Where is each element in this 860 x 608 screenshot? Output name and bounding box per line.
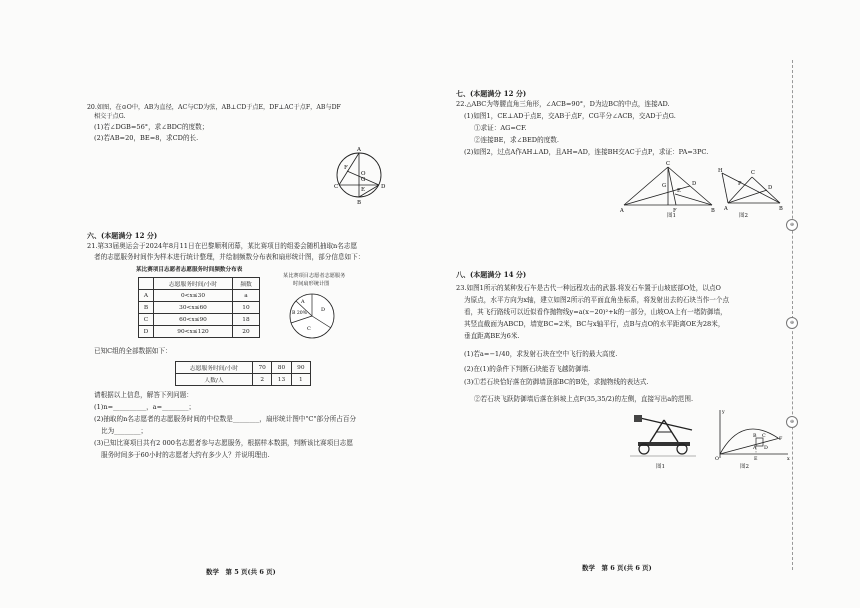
table-cell: 70 [253,362,272,374]
fig1-label-a: A [620,208,624,214]
binding-line [792,60,793,570]
fig1-label-g: G [662,183,667,189]
label-c: C [334,184,339,190]
section-7-title: 七、(本题满分 12 分) [456,89,527,98]
q23-fig1-caption: 图1 [656,464,665,470]
table-cell: 90 [291,362,310,374]
pie-label-c: C [307,326,311,332]
table-cell: 志愿服务时间/小时 [176,362,253,374]
table-cell: 18 [233,314,260,326]
c-group-table [175,361,311,386]
projectile-coordinate-figure [712,408,792,463]
pie-title-line1: 某比赛项目志愿者志愿服务 [283,273,346,279]
section-8-title: 八、(本题满分 14 分) [456,270,527,279]
table-row [176,362,311,374]
fig1-label-b: B [711,208,715,214]
page-footer-left: 数学 第 5 页(共 6 页) [206,568,276,576]
fig1-label-f: F [673,208,677,214]
table-cell: 1 [291,374,310,386]
label-y: y [722,410,725,415]
q22-line1: 22.△ABC为等腰直角三角形，∠ACB=90°，D为边BC的中点，连接AD. [456,100,670,108]
table-cell: 20 [233,326,260,338]
label-o: O [715,457,719,462]
q22-figure-1 [620,161,720,216]
label-b: B [357,200,362,206]
q22-fig2-caption: 图2 [739,213,748,219]
q21-part3b: 服务时间多于60小时的志愿者大约有多少人？并说明理由. [101,451,270,459]
fig1-label-e: E [677,188,681,194]
freq-table-title: 某比赛项目志愿者志愿服务时间频数分布表 [136,267,243,273]
q22-part1b: ②连接BE，求∠BED的度数. [474,136,559,144]
table-row [176,374,311,386]
fig1-label-c: C [666,161,670,167]
pie-label-d: D [321,307,326,313]
catapult-figure [630,412,700,462]
pie-label-b: B 20% [292,311,308,316]
label-x: x [787,457,790,462]
label-e: E [754,457,758,462]
q20-stem2: 相交于点G. [94,113,126,120]
table-cell: 80 [272,362,291,374]
fig2-label-a: A [724,206,728,212]
question-intro: 请根据以上信息，解答下列问题： [94,391,193,399]
label-a: A [357,147,361,153]
label-b: B [753,434,757,439]
binding-hole-icon: ⊕ [786,219,798,231]
c-group-intro: 已知C组的全部数据如下： [94,347,172,355]
table-row [139,302,260,314]
q20-part1: (1)若∠DGB=56°，求∠BDC的度数； [94,123,209,131]
fig2-label-d: D [768,185,773,191]
table-cell: 13 [272,374,291,386]
q23-line3: 看，其飞行路线可以近似看作抛物线y=a(x−20)²+k的一部分，山坡OA上有一堵防御墙， [464,308,727,316]
table-cell: 30<x≤60 [154,302,233,314]
table-cell: C [139,314,154,326]
q23-fig2-caption: 图2 [740,464,749,470]
label-c: C [762,434,766,439]
q22-figure-2 [718,163,792,218]
label-f: F [779,437,783,442]
table-head-cell [139,278,154,290]
q23-line4: 其竖直截面为ABCD，墙宽BC=2米，BC与x轴平行，点B与点O的水平距离OE为28米， [464,320,725,328]
q21-line2: 者的志愿服务时间作为样本进行统计整理，并绘制频数分布表和扇形统计图，部分信息如下： [94,253,365,261]
label-g: G [361,177,366,183]
fig2-label-c: C [751,170,755,176]
q22-part1a: ①求证：AG=CF. [474,124,527,132]
table-row [139,314,260,326]
label-d: D [764,446,768,451]
table-cell: a [233,290,260,302]
q23-part2: (2)在(1)的条件下判断石块能否飞越防御墙. [464,365,591,373]
q22-fig1-caption: 图1 [667,213,676,219]
right-page [430,0,860,608]
q21-part2b: 比为________； [101,427,148,435]
pie-chart [287,291,347,351]
q23-part1: (1)若a=−1/40，求发射石块在空中飞行的最大高度. [464,350,618,358]
fig1-label-d: D [692,181,697,187]
chord-ac [339,153,359,185]
label-f: F [344,165,348,171]
binding-hole-icon: ⊕ [786,416,798,428]
table-cell: 0<x≤30 [154,290,233,302]
fig2-label-h: H [718,168,723,174]
table-cell: B [139,302,154,314]
q23-part3b: ②若石块飞跃防御墙后落在斜坡上点F(35,35/2)的左侧，直接写出a的范围. [474,395,694,403]
label-d: D [381,184,386,190]
table-row [139,290,260,302]
frequency-table [138,277,260,338]
table-cell: A [139,290,154,302]
q21-part2a: (2)抽取的n名志愿者的志愿服务时间的中位数是________，扇形统计图中"C"部分所占百分 [94,415,357,423]
section-6-title: 六、(本题满分 12 分) [87,231,158,240]
pie-label-a: A [301,299,305,305]
table-head-cell: 志愿服务时间/小时 [154,278,233,290]
table-cell: 2 [253,374,272,386]
table-cell: 10 [233,302,260,314]
table-row [139,278,260,290]
fig2-label-p: P [738,181,742,187]
table-cell: D [139,326,154,338]
q22-part2: (2)如图2，过点A作AH⊥AD，且AH=AD，连接BH交AC于点P，求证：PA=3PC. [464,148,709,156]
q21-part1: (1)n=__________，a=________； [94,403,196,411]
table-cell: 90<x≤120 [154,326,233,338]
table-head-cell: 频数 [233,278,260,290]
label-o: O [361,171,366,177]
label-e: E [361,187,366,193]
q20-stem: 20.如图，在⊙O中，AB为直径，AC与CD为弦，AB⊥CD于点E，DF⊥AC于点F，AB与DF [87,104,341,111]
fig2-label-b: B [779,206,783,212]
q21-line1: 21.第33届奥运会于2024年8月11日在巴黎顺利闭幕，某比赛项目的组委会随机抽取n名志愿 [87,242,358,250]
pie-title-line2: 时间扇形统计图 [293,281,330,287]
q23-line2: 为原点，水平方向为x轴，建立如图2所示的平面直角坐标系，将发射出去的石块当作一个点 [464,296,730,304]
q20-circle-figure [325,147,405,217]
q22-part1: (1)如图1，CE⊥AD于点E，交AB于点F，CG平分∠ACB，交AD于点G. [464,112,676,120]
binding-hole-icon: ⊕ [786,317,798,329]
table-cell: 人数/人 [176,374,253,386]
q20-part2: (2)若AB=20，BE=8，求CD的长. [94,134,199,142]
label-a: A [753,446,757,451]
q23-part3: (3)①若石块恰好落在防御墙顶部BC的B处，求抛物线的表达式. [464,378,649,386]
page-footer-right: 数学 第 6 页(共 6 页) [582,564,652,572]
table-cell: 60<x≤90 [154,314,233,326]
q23-line5: 垂直距离BE为6米. [464,332,520,340]
q21-part3a: (3)已知比赛项目共有2 000名志愿者参与志愿服务，根据样本数据，判断该比赛项目志愿 [94,439,353,447]
table-row [139,326,260,338]
q23-line1: 23.如图1所示的某种发石车是古代一种远程攻击的武器.将发石车置于山坡底部O处，以点O [456,284,721,292]
